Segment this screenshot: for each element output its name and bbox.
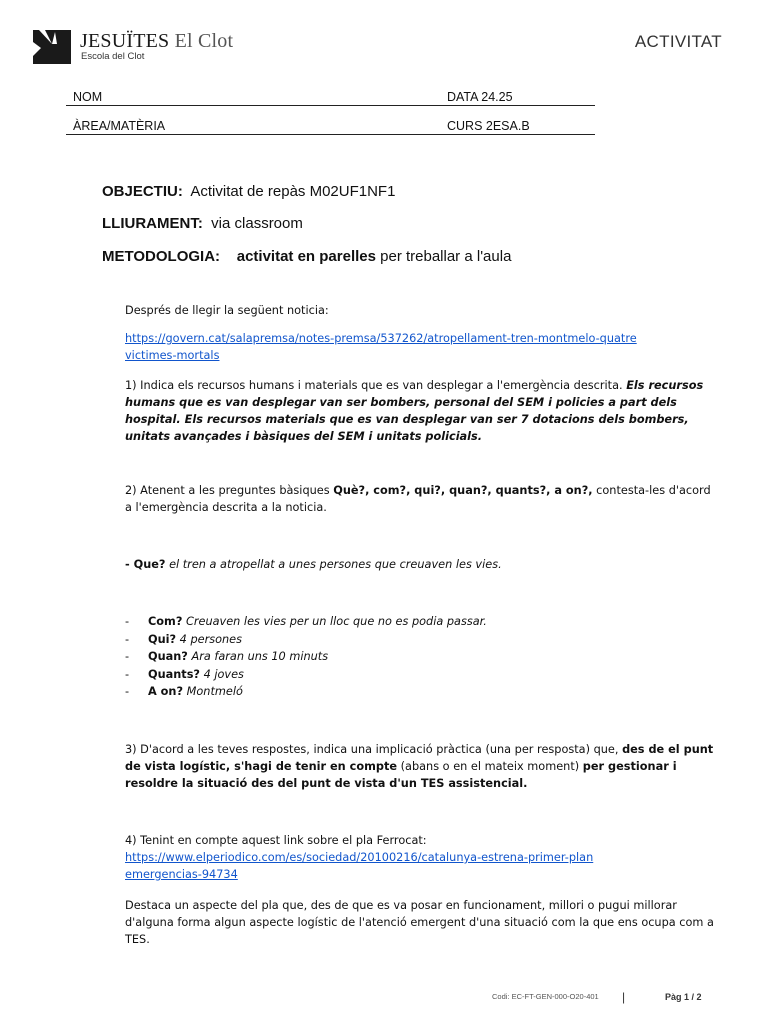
page-number: Pàg 1 / 2 [665,992,702,1002]
question-1-text: 1) Indica els recursos humans i materials que es van desplegar a l'emergència descrita. [125,379,623,392]
curs-label: CURS 2ESA.B [447,119,530,133]
que-key: - Que? [125,558,166,571]
answer-value: Montmeló [186,685,243,698]
lliurament-value: via classroom [211,215,303,232]
que-answer-line [125,556,725,573]
objectiu-line [102,183,395,200]
news-link-line1[interactable]: https://govern.cat/salapremsa/notes-premsa/537262/atropellament-tren-montmelo-quatre [125,332,637,345]
question-3-part1: 3) D'acord a les teves respostes, indica una implicació pràctica (una per resposta) que, [125,743,619,756]
brand-place: El Clot [174,30,234,52]
list-item: - Qui? 4 persones [125,632,243,646]
question-1-answer: Els recursos humans que es van desplegar van ser bombers, personal del SEM i policies a part dels hospital. Els recursos materials que es van desplegar van ser 7 dotacions dels bombers, unitats avançades i bàsiques del SEM i unitats policials. [125,379,704,443]
document-type-label: ACTIVITAT [634,32,722,51]
metodologia-key: METODOLOGIA: [102,248,221,265]
footer-code: Codi: EC-FT-GEN-000-O20-401 [492,992,599,1001]
metodologia-bold: activitat en parelles [236,248,376,265]
question-2 [125,482,715,516]
form-row-area [66,116,595,135]
brand-name [80,30,233,53]
question-4-instruction: Destaca un aspecte del pla que, des de que es va posar en funcionament, millori o pugui millorar d'alguna forma algun aspecte logístic de l'atenció emergent d'una situació com la que ens ocupa com a TES. [125,899,714,946]
data-label: DATA 24.25 [447,90,513,104]
news-link-line2[interactable]: victimes-mortals [125,349,220,362]
intro-text: Després de llegir la següent noticia: [125,304,329,317]
answer-key: Quants? [148,667,200,681]
list-item: - A on? Montmeló [125,685,243,698]
question-3-bold2: per gestionar i resoldre la situació des del punt de vista d'un TES assistencial. [125,760,677,790]
objectiu-key: OBJECTIU: [102,183,183,200]
lliurament-line [102,215,303,232]
answer-value: Ara faran uns 10 minuts [191,650,329,663]
answer-key: Com? [148,615,183,628]
question-2-bold: Què?, com?, qui?, quan?, quants?, a on?, [333,484,593,497]
area-label: ÀREA/MATÈRIA [73,119,166,133]
ferrocat-link-line1[interactable]: https://www.elperiodico.com/es/sociedad/20100216/catalunya-estrena-primer-plan [125,851,594,864]
question-4-text: 4) Tenint en compte aquest link sobre el pla Ferrocat: [125,834,427,847]
answer-key: Qui? [148,632,177,646]
list-item: - Quants? 4 joves [125,667,244,681]
brand-main: JESUÏTES [80,30,170,52]
question-4 [125,832,725,883]
objectiu-value: Activitat de repàs M02UF1NF1 [190,183,396,200]
question-1 [125,377,715,445]
answer-value: 4 persones [179,632,243,646]
footer-separator: | [622,990,626,1004]
list-item: - Quan? Ara faran uns 10 minuts [125,650,329,663]
nom-label: NOM [73,90,103,104]
question-2-suffix: contesta-les d'acord a l'emergència descrita a la noticia. [125,484,711,514]
answer-value: 4 joves [203,667,244,681]
answer-value: Creuaven les vies per un lloc que no es podia passar. [185,615,487,628]
question-3 [125,741,715,792]
question-2-prefix: 2) Atenent a les preguntes bàsiques [125,484,330,497]
ferrocat-link-line2[interactable]: emergencias-94734 [125,868,238,881]
list-item: - Com? Creuaven les vies per un lloc que no es podia passar. [125,615,487,628]
jesuites-logo-icon [33,30,71,64]
answers-list [125,613,725,701]
form-row-nom [66,87,595,106]
metodologia-rest: per treballar a l'aula [380,248,512,265]
lliurament-key: LLIURAMENT: [102,215,203,232]
que-answer: el tren a atropellat a unes persones que creuaven les vies. [169,558,502,571]
answer-key: A on? [148,685,184,698]
question-3-bold1: des de el punt de vista logístic, s'hagi de tenir en compte [125,743,714,773]
metodologia-line [102,248,511,265]
question-3-part2: (abans o en el mateix moment) [400,760,580,773]
news-link[interactable] [125,330,725,364]
brand-subtitle: Escola del Clot [81,51,145,62]
answer-key: Quan? [148,650,188,663]
